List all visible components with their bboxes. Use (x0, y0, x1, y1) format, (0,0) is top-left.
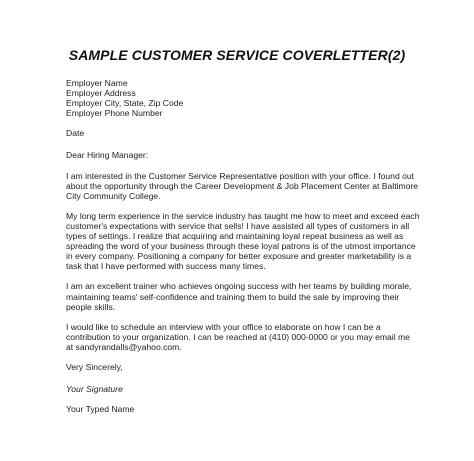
signature-placeholder: Your Signature (66, 384, 123, 395)
paragraph-line: I am interested in the Customer Service Representative position with your office. I found out (66, 170, 415, 181)
paragraph-line: City Community College. (66, 190, 161, 201)
paragraph-1 (66, 171, 446, 201)
employer-phone: Employer Phone Number (66, 108, 163, 119)
employer-block (66, 78, 446, 118)
paragraph-4 (66, 322, 446, 352)
closing: Very Sincerely, (66, 361, 123, 372)
paragraph-3 (66, 281, 446, 311)
paragraph-line: at sandyrandalls@yahoo.com. (66, 341, 182, 352)
paragraph-line: in every company. Positioning a company for better exposure and greater marketability is a (66, 251, 412, 262)
paragraph-line: contribution to your organization. I can be reached at (410) 000-0000 or you may email me (66, 331, 410, 342)
paragraph-line: people skills. (66, 301, 116, 312)
salutation: Dear Hiring Manager: (66, 150, 149, 161)
employer-name: Employer Name (66, 78, 128, 88)
paragraph-line: I would like to schedule an interview with your office to elaborate on how I can be a (66, 321, 381, 332)
paragraph-2 (66, 211, 446, 272)
paragraph-line: types of settings. I realize that acquiring and maintaining loyal repeat business as well as (66, 231, 404, 242)
letter-body (66, 78, 446, 414)
employer-address: Employer Address (66, 88, 136, 99)
paragraph-line: spreading the word of your business through these loyal patrons is of the utmost importance (66, 241, 416, 252)
employer-city-state-zip: Employer City, State, Zip Code (66, 98, 184, 109)
paragraph-line: task that I have performed with success many times. (66, 261, 266, 272)
paragraph-line: customer's expectations with service that sells! I have assisted all types of customers in all (66, 220, 410, 231)
paragraph-line: maintaining teams' self-confidence and training them to build the sale by improving their (66, 291, 400, 302)
paragraph-line: My long term experience in the service industry has taught me how to meet and exceed each (66, 210, 420, 221)
page-title: SAMPLE CUSTOMER SERVICE COVERLETTER(2) (68, 47, 406, 63)
paragraph-line: I am an excellent trainer who achieves ongoing success with her teams by building morale, (66, 281, 412, 292)
letter-date: Date (66, 128, 85, 139)
paragraph-line: about the opportunity through the Career Development & Job Placement Center at Baltimore (66, 180, 419, 191)
typed-name: Your Typed Name (66, 404, 135, 415)
